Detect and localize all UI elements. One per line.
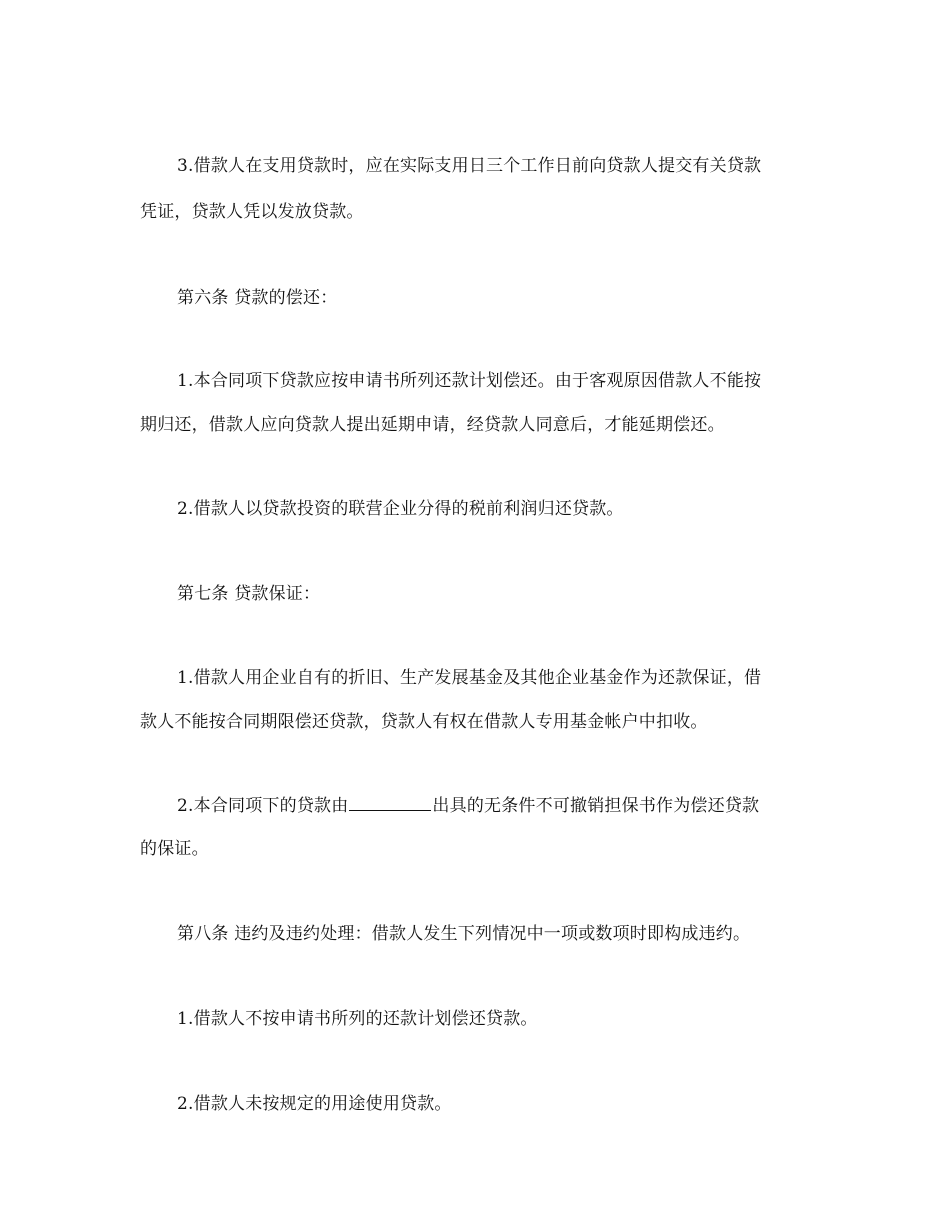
paragraph-line: 款人不能按合同期限偿还贷款，贷款人有权在借款人专用基金帐户中扣收。 bbox=[140, 712, 708, 732]
paragraph-line: 2.借款人以贷款投资的联营企业分得的税前利润归还贷款。 bbox=[177, 499, 624, 519]
paragraph-line: 凭证，贷款人凭以发放贷款。 bbox=[140, 202, 364, 222]
paragraph-line: 1.本合同项下贷款应按申请书所列还款计划偿还。由于客观原因借款人不能按 bbox=[177, 371, 762, 391]
article-heading: 第七条 贷款保证： bbox=[177, 584, 321, 604]
paragraph-text: 2.本合同项下的贷款由 bbox=[177, 796, 349, 816]
paragraph-line: 期归还，借款人应向贷款人提出延期申请，经贷款人同意后，才能延期偿还。 bbox=[140, 415, 725, 435]
article-heading: 第六条 贷款的偿还： bbox=[177, 288, 338, 308]
paragraph-line: 1.借款人用企业自有的折旧、生产发展基金及其他企业基金作为还款保证，借 bbox=[177, 668, 762, 688]
article-heading: 第八条 违约及违约处理：借款人发生下列情况中一项或数项时即构成违约。 bbox=[177, 924, 751, 944]
paragraph-line: 3.借款人在支用贷款时，应在实际支用日三个工作日前向贷款人提交有关贷款 bbox=[177, 156, 762, 176]
paragraph-text: 出具的无条件不可撤销担保书作为偿还贷款 bbox=[432, 796, 760, 816]
paragraph-line: 1.借款人不按申请书所列的还款计划偿还贷款。 bbox=[177, 1009, 538, 1029]
paragraph-line bbox=[177, 795, 817, 817]
fill-in-blank bbox=[349, 795, 431, 811]
paragraph-line: 的保证。 bbox=[140, 839, 209, 859]
paragraph-line: 2.借款人未按规定的用途使用贷款。 bbox=[177, 1094, 452, 1114]
